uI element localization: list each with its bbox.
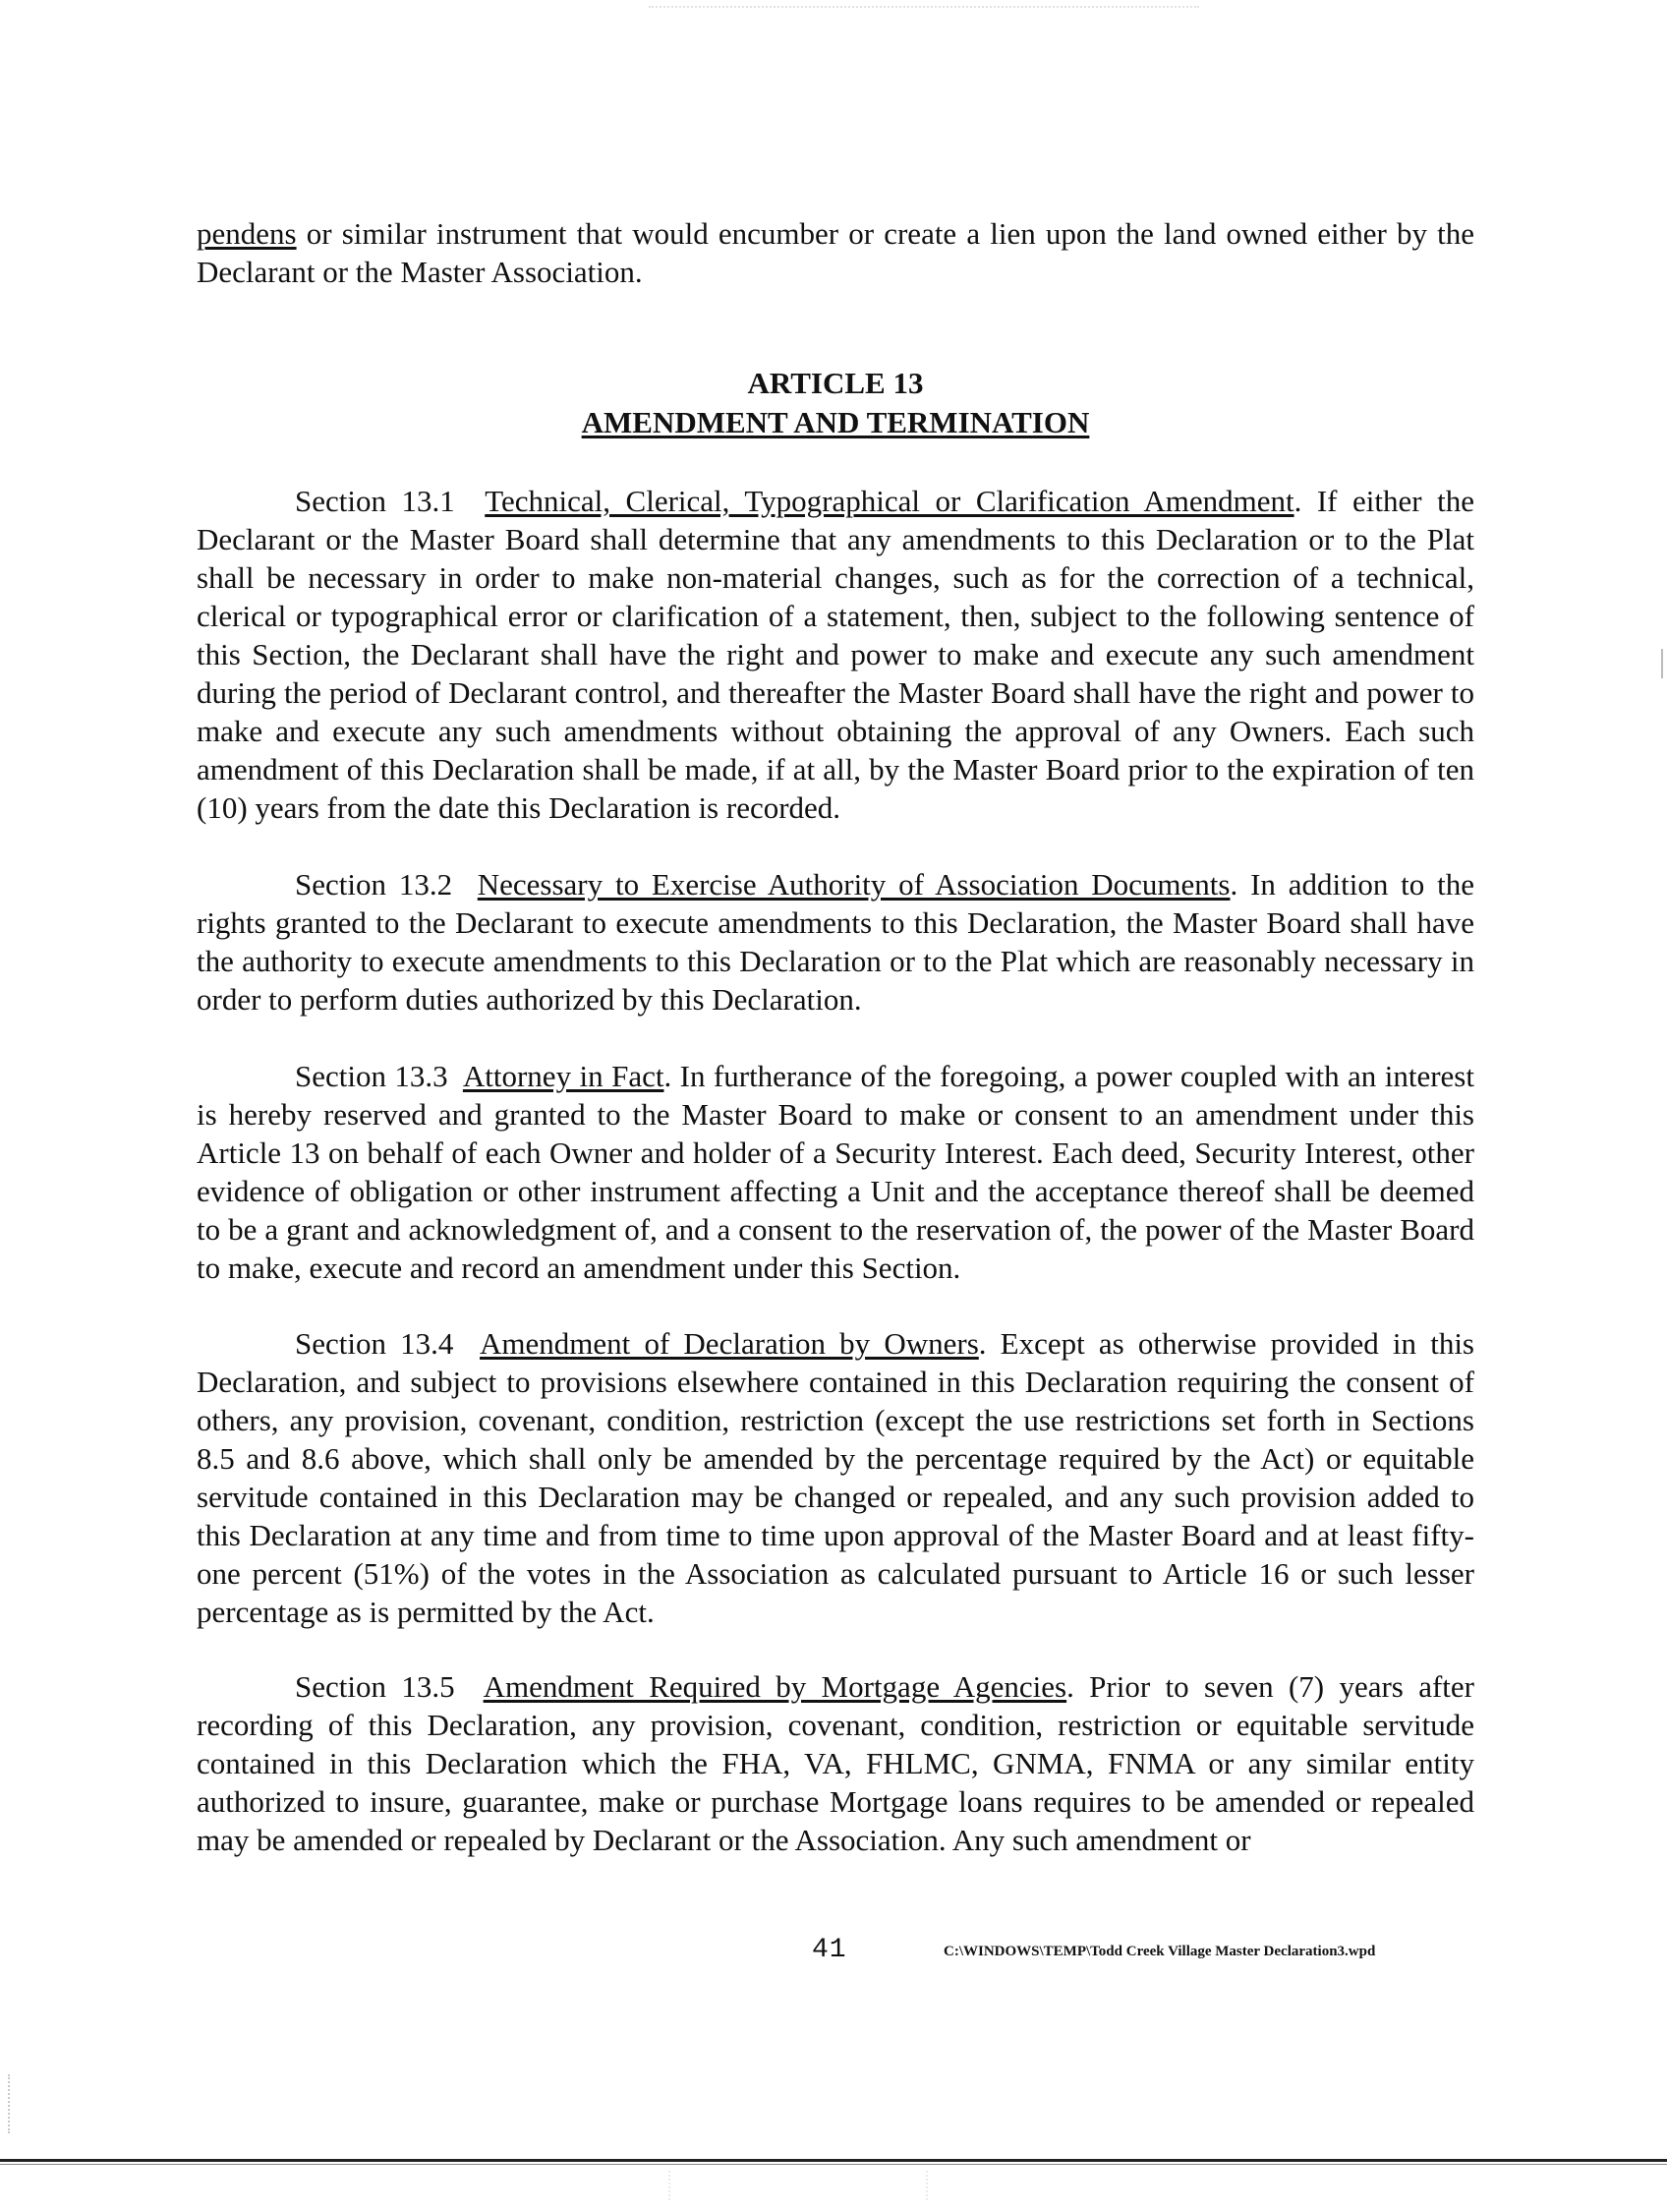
continuation-paragraph [197,214,1474,291]
section-title: Necessary to Exercise Authority of Association Documents [477,867,1231,902]
bottom-rule [0,2159,1667,2162]
section-body: . If either the Declarant or the Master Board shall determine that any amendments to this Declaration or to the Plat shall be necessary in order to make non-material changes, such as for the correction of a technical, clerical or typographical error or clarification of a statement, then, subject to the following sentence of this Section, the Declarant shall have the right and power to make and execute any such amendment during the period of Declarant control, and thereafter the Master Board shall have the right and power to make and execute any such amendments without obtaining the approval of any Owners. Each such amendment of this Declaration shall be made, if at all, by the Master Board prior to the expiration of ten (10) years from the date this Declaration is recorded. [197,484,1474,825]
section-13-3 [197,1057,1474,1287]
section-title: Amendment of Declaration by Owners [480,1326,979,1361]
article-title: AMENDMENT AND TERMINATION [581,405,1090,439]
section-body: . In addition to the rights granted to the Declarant to execute amendments to this Declaration, the Master Board shall have the authority to execute amendments to this Declaration or to the Plat which are reasonably necessary in order to perform duties authorized by this Declaration. [197,867,1474,1017]
article-number: ARTICLE 13 [747,366,924,400]
file-path: C:\WINDOWS\TEMP\Todd Creek Village Master Declaration3.wpd [944,1944,1376,1959]
section-body: . Except as otherwise provided in this Declaration, and subject to provisions elsewhere contained in this Declaration requiring the consent of others, any provision, covenant, condition, restriction (except the use restrictions set forth in Sections 8.5 and 8.6 above, which shall only be amended by the percentage required by the Act) or equitable servitude contained in this Declaration may be changed or repealed, and any such provision added to this Declaration at any time and from time to time upon approval of the Master Board and at least fifty-one percent (51%) of the votes in the Association as calculated pursuant to Article 16 or such lesser percentage as is permitted by the Act. [197,1326,1474,1629]
section-13-1 [197,482,1474,827]
scan-artifact-top [649,6,1199,14]
scan-artifact-left [8,2074,14,2133]
section-body: . In furtherance of the foregoing, a power coupled with an interest is hereby reserved and granted to the Master Board to make or consent to an amendment under this Article 13 on behalf of each Owner and holder of a Security Interest. Each deed, Security Interest, other evidence of obligation or other instrument affecting a Unit and the acceptance thereof shall be deemed to be a grant and acknowledgment of, and a consent to the reservation of, the power of the Master Board to make, execute and record an amendment under this Section. [197,1059,1474,1285]
section-body: . Prior to seven (7) years after recording of this Declaration, any provision, covenant, condition, restriction or equitable servitude contained in this Declaration which the FHA, VA, FHLMC, GNMA, FNMA or any similar entity authorized to insure, guarantee, make or purchase Mortgage loans requires to be amended or repealed may be amended or repealed by Declarant or the Association. Any such amendment or [197,1669,1474,1857]
lead-term: pendens [197,216,297,251]
section-label: Section 13.1 [295,484,455,518]
section-label: Section 13.4 [295,1326,454,1361]
section-label: Section 13.5 [295,1669,455,1704]
scan-artifact-bottom [668,2171,928,2200]
page-number: 41 [812,1935,847,1965]
continuation-text: or similar instrument that would encumber or create a lien upon the land owned either by the Declarant or the Master Association. [197,216,1474,289]
section-13-5 [197,1667,1474,1859]
section-title: Technical, Clerical, Typographical or Clarification Amendment [485,484,1294,518]
section-label: Section 13.3 [295,1059,448,1093]
section-label: Section 13.2 [295,867,453,902]
section-13-2 [197,865,1474,1019]
section-title: Attorney in Fact [462,1059,664,1093]
bottom-rule-secondary [0,2164,1667,2165]
scan-artifact-right [1661,649,1663,678]
section-title: Amendment Required by Mortgage Agencies [483,1669,1067,1704]
section-13-4 [197,1324,1474,1631]
